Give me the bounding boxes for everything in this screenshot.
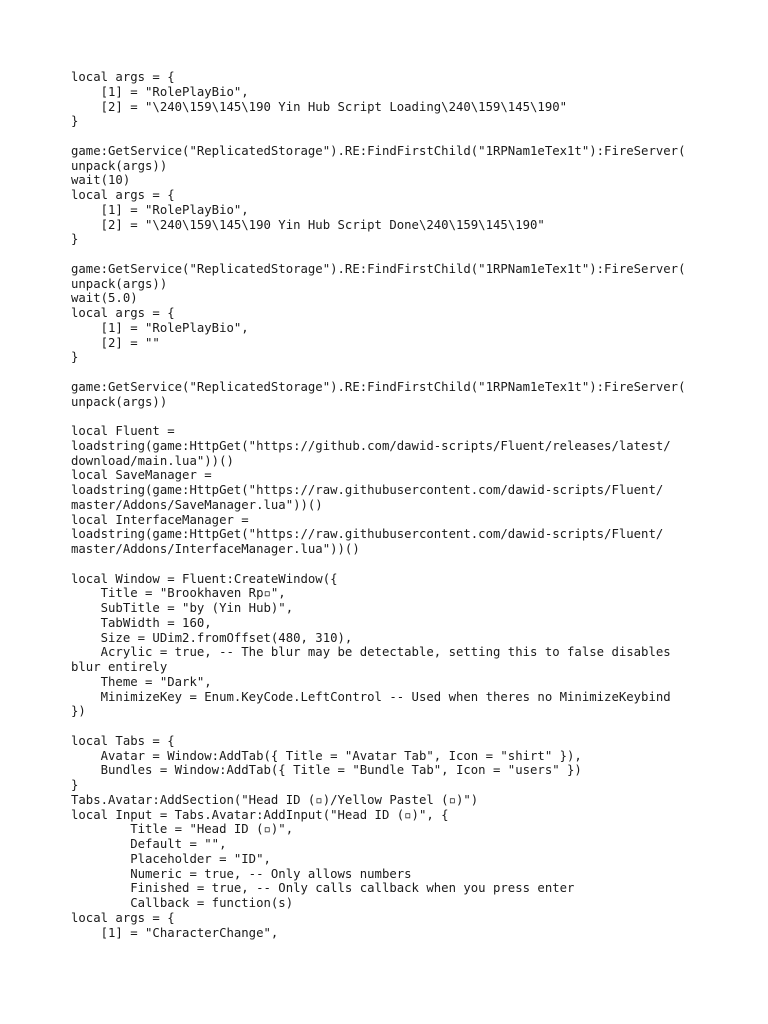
code-line: Acrylic = true, -- The blur may be detectable, setting this to false disables [71,645,671,660]
code-line [71,557,731,572]
code-line [71,719,731,734]
code-line: [2] = "\240\159\145\190 Yin Hub Script Loading\240\159\145\190" [71,99,568,114]
code-line: [1] = "RolePlayBio", [71,320,249,335]
code-line: Size = UDim2.fromOffset(480, 310), [71,630,353,645]
code-line: local Tabs = { [71,733,175,748]
code-line: Theme = "Dark", [71,674,212,689]
code-line: local args = { [71,306,175,320]
code-line: Tabs.Avatar:AddSection("Head ID (▫)/Yellow Pastel (▫)") [71,792,479,807]
code-line: loadstring(game:HttpGet("https://raw.githubusercontent.com/dawid-scripts/Fluent/ [71,483,664,497]
code-line [71,129,731,144]
code-line: local Input = Tabs.Avatar:AddInput("Head ID (▫)", { [71,807,449,822]
code-line: Placeholder = "ID", [71,851,271,866]
code-line: blur entirely [71,660,168,674]
code-line: unpack(args)) [71,158,168,173]
code-line: local args = { [71,910,175,925]
code-line: } [71,232,79,247]
code-line: TabWidth = 160, [71,615,212,630]
code-line: [2] = "" [71,335,160,350]
code-line: local args = { [71,70,175,84]
code-line: local SaveManager = [71,468,212,483]
code-line: game:GetService("ReplicatedStorage").RE:FindFirstChild("1RPNam1eTex1t"):FireServer( [71,261,686,276]
code-line: wait(5.0) [71,291,138,306]
code-line: master/Addons/SaveManager.lua"))() [71,497,323,512]
code-line: Callback = function(s) [71,896,294,910]
code-line: game:GetService("ReplicatedStorage").RE:FindFirstChild("1RPNam1eTex1t"):FireServer( [71,143,686,158]
code-line: local Window = Fluent:CreateWindow({ [71,571,338,586]
code-line: Default = "", [71,837,227,851]
code-line: [1] = "RolePlayBio", [71,84,249,99]
code-line: download/main.lua"))() [71,453,234,468]
code-line: master/Addons/InterfaceManager.lua"))() [71,542,360,556]
code-line: loadstring(game:HttpGet("https://github.com/dawid-scripts/Fluent/releases/latest/ [71,438,671,453]
code-line: unpack(args)) [71,276,168,291]
code-line [71,940,731,955]
code-line: Numeric = true, -- Only allows numbers [71,866,412,881]
code-line: } [71,350,79,365]
code-line: local args = { [71,188,175,202]
code-line [71,365,731,380]
code-line: } [71,778,79,792]
code-line: Avatar = Window:AddTab({ Title = "Avatar Tab", Icon = "shirt" }), [71,748,582,763]
code-line: wait(10) [71,173,131,188]
code-line: local Fluent = [71,424,175,438]
code-line: Bundles = Window:AddTab({ Title = "Bundle Tab", Icon = "users" }) [71,763,582,778]
code-line: SubTitle = "by (Yin Hub)", [71,601,294,615]
code-line: unpack(args)) [71,394,168,409]
code-line: MinimizeKey = Enum.KeyCode.LeftControl -- Used when theres no MinimizeKeybind [71,689,671,704]
code-line: [1] = "CharacterChange", [71,925,279,940]
code-line: local InterfaceManager = [71,512,249,527]
code-line [71,409,731,424]
code-line: } [71,114,79,129]
code-line [71,247,731,262]
code-line: loadstring(game:HttpGet("https://raw.githubusercontent.com/dawid-scripts/Fluent/ [71,527,664,542]
code-line: Title = "Brookhaven Rp▫", [71,586,286,601]
code-line: Finished = true, -- Only calls callback when you press enter [71,881,575,896]
code-line: [2] = "\240\159\145\190 Yin Hub Script Done\240\159\145\190" [71,217,545,232]
code-line: }) [71,704,86,719]
code-line: [1] = "RolePlayBio", [71,202,249,217]
code-line: game:GetService("ReplicatedStorage").RE:FindFirstChild("1RPNam1eTex1t"):FireServer( [71,379,686,394]
code-document [71,70,731,955]
code-line: Title = "Head ID (▫)", [71,822,294,837]
